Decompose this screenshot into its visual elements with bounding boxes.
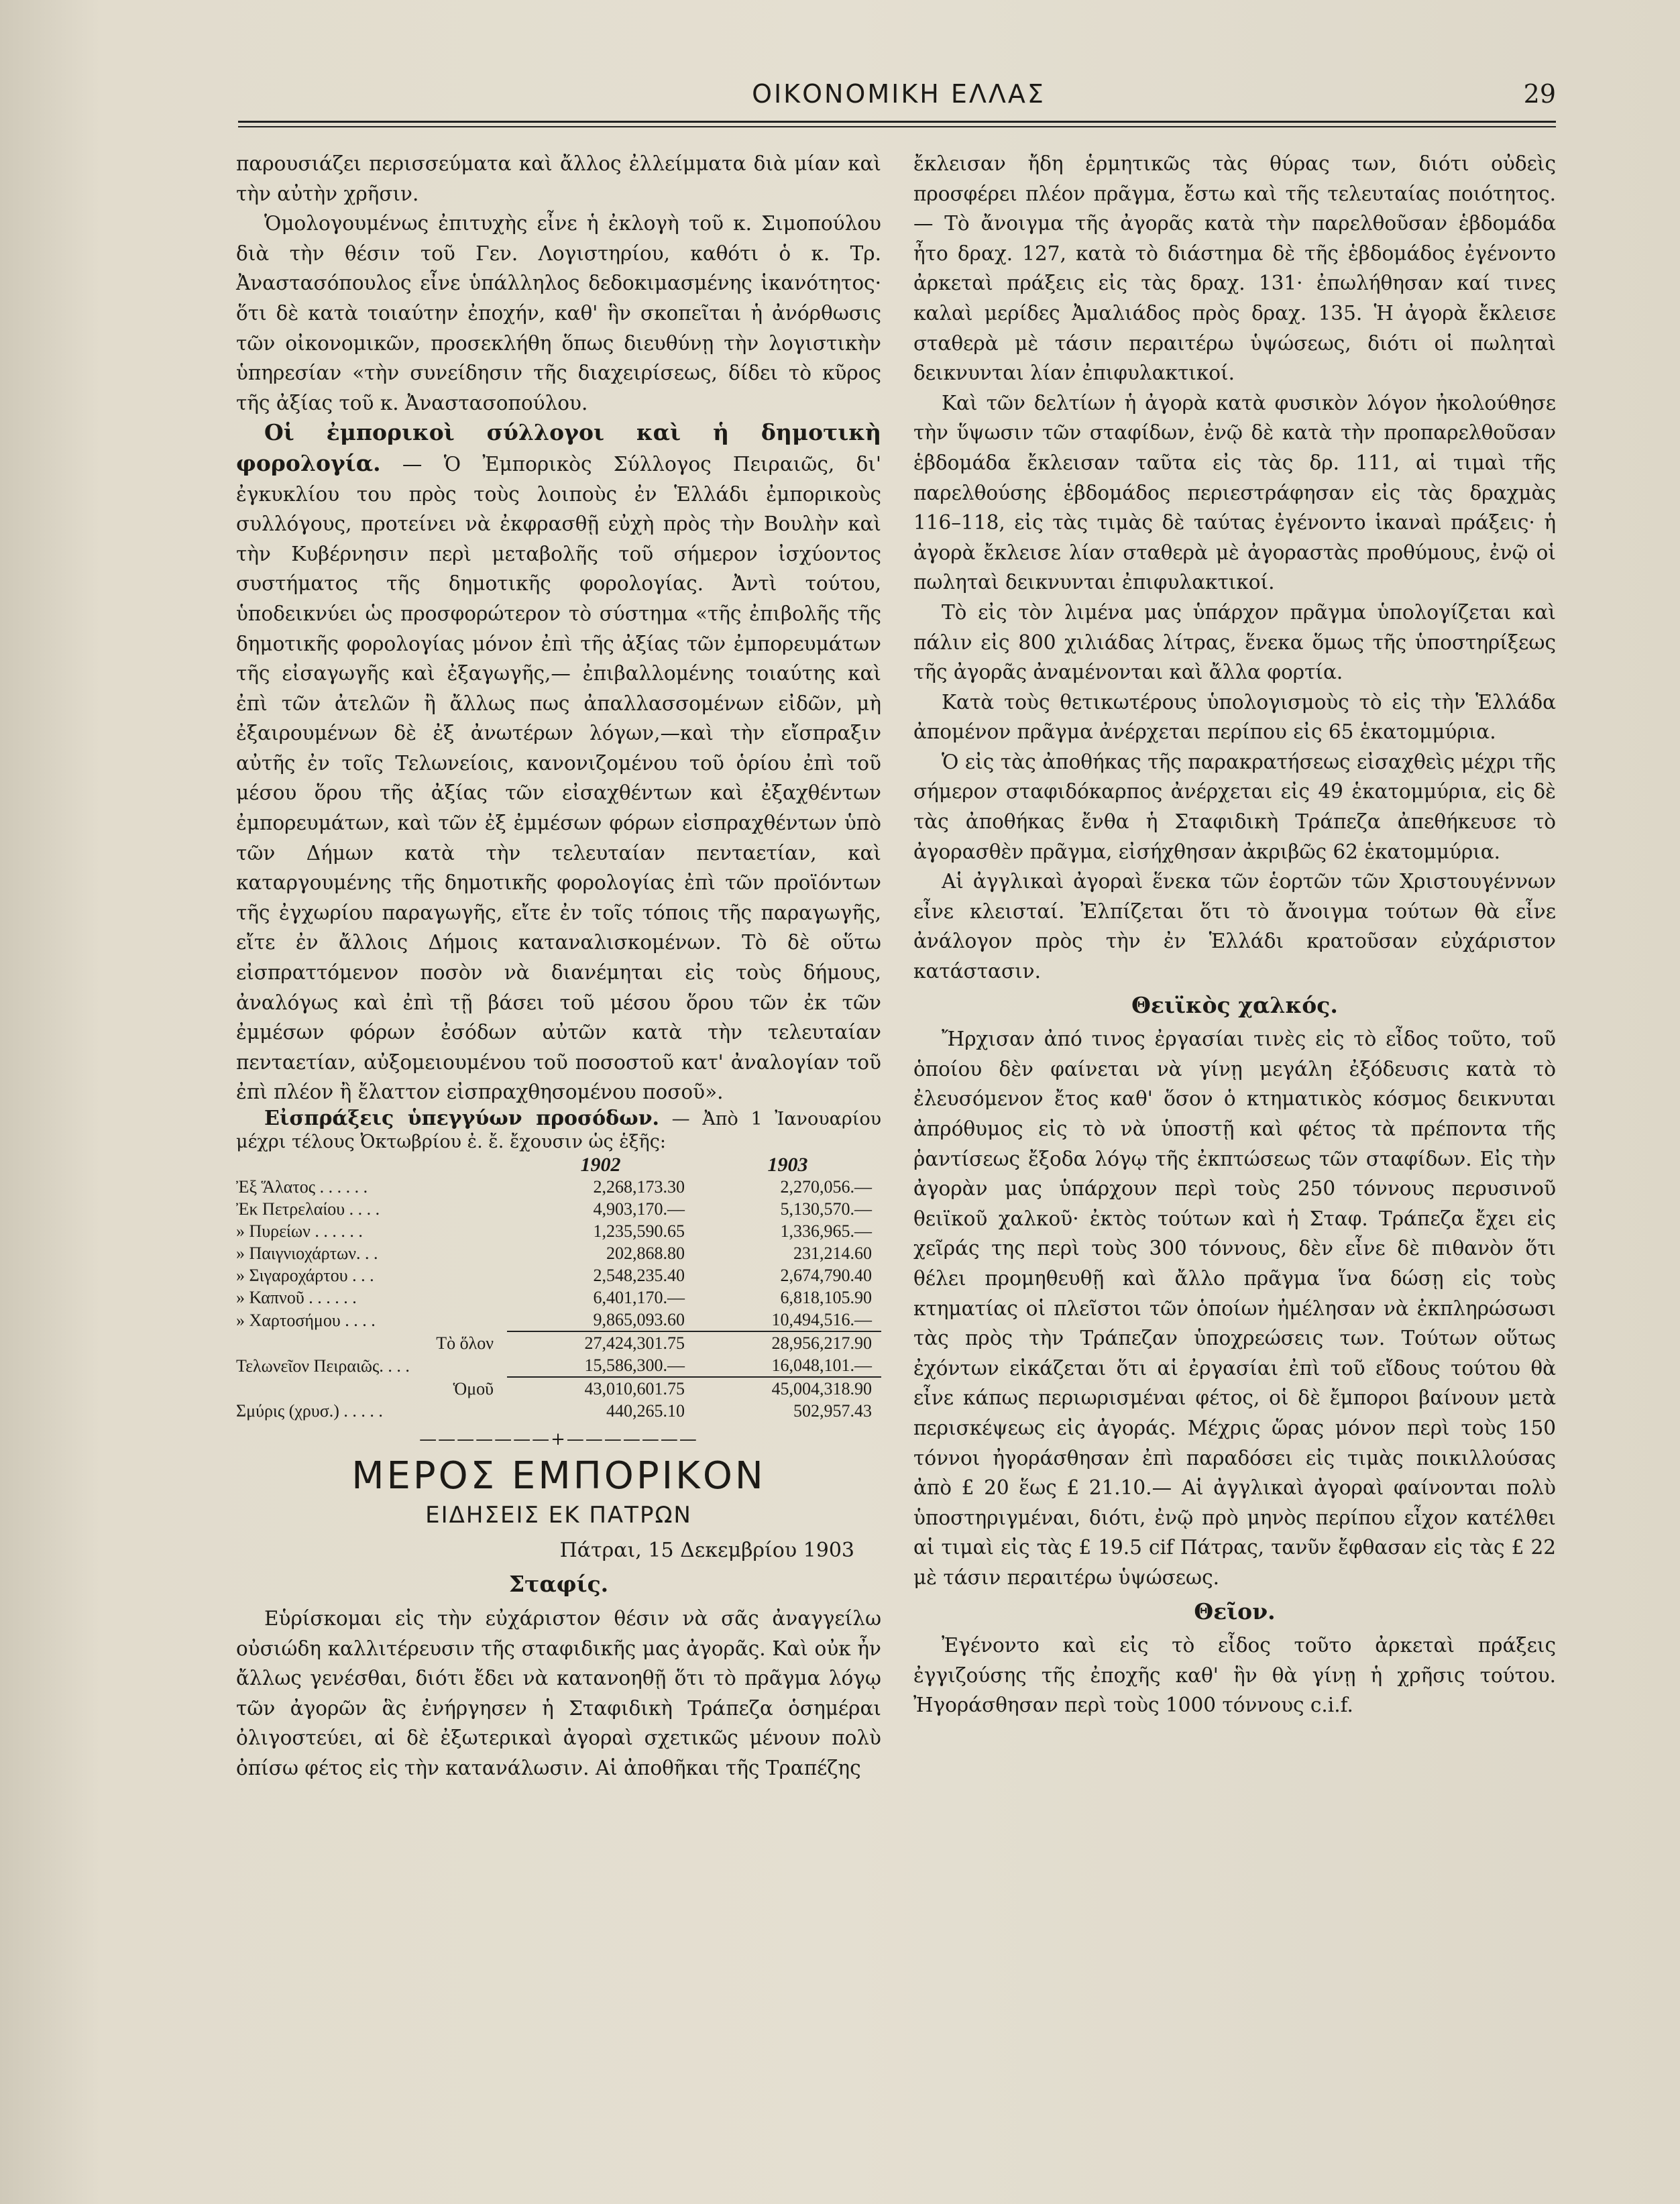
- cell-1903: 5,130,570.—: [780, 1199, 872, 1219]
- table-total-row: [236, 1377, 881, 1400]
- right-column: [913, 149, 1556, 1720]
- table-total-row: [236, 1331, 881, 1354]
- cell-1903: 502,957.43: [793, 1401, 872, 1421]
- paragraph: Ὁ εἰς τὰς ἀποθήκας τῆς παρακρατήσεως εἰσαχθεὶς μέχρι τῆς σήμερον σταφιδόκαρπος ἀνέρχεται εἰς 49 ἑκατομμύρια, εἰς δὲ τὰς ἀποθήκας ἔνθα ἡ Σταφιδικὴ Τράπεζα ἀπεθήκευσε τὸ ἀγορασθὲν πρᾶγμα, εἰσήχθησαν ἀκριβῶς 62 ἑκατομμύρια.: [913, 750, 1556, 863]
- paragraph: Καὶ τῶν δελτίων ἡ ἀγορὰ κατὰ φυσικὸν λόγον ἠκολούθησε τὴν ὕψωσιν τῶν σταφίδων, ἐνῷ δὲ κατὰ τὴν προπαρελθοῦσαν ἑβδομάδα ἔκλεισαν ταῦτα εἰς τὰς δρ. 111, αἱ τιμαὶ τῆς παρελθούσης ἑβδομάδος περιεστράφησαν εἰς τὰς δραχμὰς 116–118, εἰς τὰς τιμὰς δὲ ταύτας ἐγένοντο ἱκαναὶ πράξεις· ἡ ἀγορὰ ἔκλεισε λίαν σταθερὰ μὲ ἀγοραστὰς προθύμους, ἐνῷ οἱ πωληταὶ δεικνυνται ἐπιφυλακτικοί.: [913, 391, 1556, 594]
- header-rule-secondary: [238, 126, 1556, 127]
- table-header-row: [236, 1154, 881, 1176]
- article-heading: Εἰσπράξεις ὑπεγγύων προσόδων.: [264, 1107, 659, 1130]
- paragraph: ἔκλεισαν ἤδη ἑρμητικῶς τὰς θύρας των, διότι οὐδεὶς προσφέρει πλέον πρᾶγμα, ἔστω καὶ τῆς τελευταίας ποιότητος.— Τὸ ἄνοιγμα τῆς ἀγορᾶς κατὰ τὴν παρελθοῦσαν ἑβδομάδα ἦτο δραχ. 127, κατὰ τὸ διάστημα δὲ τῆς ἑβδομάδος ἐγένοντο ἀρκεταὶ πράξεις εἰς τὰς δραχ. 131· ἐπωλήθησαν καί τινες καλαὶ μερίδες Ἀμαλιάδος πρὸς δραχ. 135. Ἡ ἀγορὰ ἔκλεισε σταθερὰ μὲ τάσιν περαιτέρω ὑψώσεως, διότι οἱ πωληταὶ δεικνυνται λίαν ἐπιφυλακτικοί.: [913, 152, 1556, 385]
- cell-1903: 16,048,101.—: [771, 1356, 872, 1375]
- year-header: 1903: [767, 1154, 808, 1176]
- paragraph: Αἱ ἀγγλικαὶ ἀγοραὶ ἕνεκα τῶν ἑορτῶν τῶν Χριστουγέννων εἶνε κλεισταί. Ἐλπίζεται ὅτι τὸ ἄνοιγμα τούτων θὰ εἶνε ἀνάλογον πρὸς τὴν ἐν Ἑλλάδι κρατοῦσαν εὐχάριστον κατάστασιν.: [913, 870, 1556, 983]
- paragraph: Εὑρίσκομαι εἰς τὴν εὐχάριστον θέσιν νὰ σᾶς ἀναγγείλω οὐσιώδη καλλιτέρευσιν τῆς σταφιδικῆς μας ἀγορᾶς. Καὶ οὐκ ἦν ἄλλως γενέσθαι, διότι ἔδει νὰ κατανοηθῇ ὅτι τὸ πρᾶγμα λόγῳ τῶν ἀγορῶν ἃς ἐνήργησεν ἡ Σταφιδικὴ Τράπεζα ὁσημέραι ὀλιγοστεύει, αἱ δὲ ἐξωτερικαὶ ἀγοραὶ σχετικῶς μένουν πολὺ ὀπίσω φέτος εἰς τὴν κατανάλωσιν. Αἱ ἀποθῆκαι τῆς Τραπέζης: [236, 1606, 881, 1779]
- article-heading: Θειϊκὸς χαλκός.: [1131, 991, 1338, 1018]
- paragraph: παρουσιάζει περισσεύματα καὶ ἄλλος ἐλλείμματα διὰ μίαν καὶ τὴν αὐτὴν χρῆσιν.: [236, 152, 881, 205]
- article-receipts-intro: [236, 1107, 881, 1154]
- article-heading: Θεῖον.: [1194, 1598, 1276, 1624]
- paragraph: Τὸ εἰς τὸν λιμένα μας ὑπάρχον πρᾶγμα ὑπολογίζεται καὶ πάλιν εἰς 800 χιλιάδας λίτρας, ἕνεκα ὅμως τῆς ὑποστηρίξεως τῆς ἀγορᾶς ἀναμένονται καὶ ἄλλα φορτία.: [913, 600, 1556, 684]
- cell-1902: 440,265.10: [606, 1401, 685, 1421]
- row-label: Ἐξ Ἅλατος . . . . . .: [236, 1177, 368, 1197]
- table-row: [236, 1220, 881, 1242]
- section-title: ΜΕΡΟΣ ΕΜΠΟΡΙΚΟΝ: [351, 1453, 766, 1498]
- row-label: Ὁμοῦ: [453, 1378, 494, 1398]
- paragraph: — Ἀπὸ 1 Ἰανουαρίου μέχρι τέλους Ὀκτωβρίου ἐ. ἔ. ἔχουσιν ὡς ἑξῆς:: [236, 1109, 882, 1152]
- row-label: Ἐκ Πετρελαίου . . . .: [236, 1199, 380, 1219]
- cell-1902: 43,010,601.75: [507, 1377, 694, 1400]
- running-title: ΟΙΚΟΝΟΜΙΚΗ ΕΛΛΑΣ: [752, 79, 1046, 109]
- paragraph: Ἐγένοντο καὶ εἰς τὸ εἶδος τοῦτο ἀρκεταὶ πράξεις ἐγγιζούσης τῆς ἐποχῆς καθ' ἣν θὰ γίνῃ ἡ χρῆσις τούτου. Ἠγοράσθησαν περὶ τοὺς 1000 τόννους c.i.f.: [913, 1634, 1556, 1717]
- cell-1902: 15,586,300.—: [584, 1356, 685, 1375]
- row-label: » Καπνοῦ . . . . . .: [236, 1288, 357, 1307]
- article-commercial-associations: [236, 418, 881, 1107]
- paragraph: Κατὰ τοὺς θετικωτέρους ὑπολογισμοὺς τὸ εἰς τὴν Ἑλλάδα ἀπομένον πρᾶγμα ἀνέρχεται περίπου εἰς 65 ἑκατομμύρια.: [913, 690, 1556, 744]
- row-label: » Παιγνιοχάρτων. . .: [236, 1244, 378, 1263]
- table-row: [236, 1198, 881, 1220]
- cell-1902: 6,401,170.—: [593, 1288, 685, 1307]
- table-row: [236, 1264, 881, 1286]
- cell-1902: 4,903,170.—: [593, 1199, 685, 1219]
- row-label: Τὸ ὅλον: [436, 1333, 494, 1353]
- paragraph: Ἤρχισαν ἀπό τινος ἐργασίαι τινὲς εἰς τὸ εἶδος τοῦτο, τοῦ ὁποίου δὲν φαίνεται νὰ γίνῃ μεγάλη ἐξόδευσις κατὰ τὸ ἐλευσόμενον ἔτος καθ' ὅσον ὁ κτηματικὸς κόσμος δεικνυται ἀπρόθυμος εἰς τὸ νὰ ὑποστῇ καὶ φέτος τὰ πρέποντα τῆς ῥαντίσεως ἔξοδα λόγῳ τῆς ἐκπτώσεως τῶν σταφίδων. Εἰς τὴν ἀγορὰν μας ὑπάρχουν περὶ τοὺς 250 τόννους περυσινοῦ θειϊκοῦ χαλκοῦ· ἐκτὸς τούτων καὶ ἡ Σταφ. Τράπεζα ἔχει εἰς χεῖράς της περὶ τοὺς 300 τόννους, δὲν εἶνε δὲ πιθανὸν ὅτι θέλει προμηθευθῇ καὶ ἄλλο πρᾶγμα ἵνα δώσῃ εἰς τοὺς κτηματίας οἱ πλεῖστοι τῶν ὁποίων ἠμέλησαν νὰ ἐκπληρώσωσι τὰς πρὸς τὴν Τράπεζαν ὑποχρεώσεις των. Τούτων οὕτως ἐχόντων εἰκάζεται ὅτι αἱ ἐργασίαι ἐπὶ τοῦ εἴδους τούτου θὰ εἶνε κάπως περιωρισμέναι φέτος, οἱ δὲ ἔμποροι βαίνουν μετὰ περισκέψεως εἰς ἀγοράς. Μέχρις ὥρας μόνον περὶ τοὺς 150 τόννοι ἠγοράσθησαν ἐπὶ παραδόσει εἰς τιμὰς ποικιλλούσας ἀπὸ £ 20 ἕως £ 21.10.— Αἱ ἀγγλικαὶ ἀγοραὶ φαίνονται πολὺ ὑποστηριγμέναι, διότι, ἐνῷ πρὸ μηνὸς περίπου εἶχον κατέλθει αἱ τιμαὶ εἰς τὰς £ 19.5 cif Πάτρας, τανῦν ἔφθασαν εἰς τὰς £ 22 μὲ τάσιν περαιτέρω ὑψώσεως.: [913, 1028, 1556, 1589]
- cell-1903: 231,214.60: [793, 1244, 872, 1263]
- row-label: » Χαρτοσήμου . . . .: [236, 1310, 376, 1330]
- receipts-table: [236, 1154, 881, 1422]
- cell-1903: 6,818,105.90: [780, 1288, 872, 1307]
- page-header: [241, 79, 1556, 119]
- table-row: [236, 1400, 881, 1422]
- cell-1902: 1,235,590.65: [593, 1221, 685, 1241]
- page-number: 29: [1523, 79, 1556, 109]
- section-subtitle: ΕΙΔΗΣΕΙΣ ΕΚ ΠΑΤΡΩΝ: [425, 1502, 692, 1529]
- cell-1903: 1,336,965.—: [780, 1221, 872, 1241]
- cell-1902: 27,424,301.75: [507, 1331, 694, 1354]
- table-row: [236, 1354, 881, 1377]
- article-heading: Σταφίς.: [508, 1571, 609, 1598]
- paragraph: — Ὁ Ἐμπορικὸς Σύλλογος Πειραιῶς, δι' ἐγκυκλίου του πρὸς τοὺς λοιποὺς ἐν Ἑλλάδι ἐμπορικοὺς συλλόγους, προτείνει νὰ ἐκφρασθῇ εὐχὴ πρὸς τὴν Βουλὴν καὶ τὴν Κυβέρνησιν περὶ μεταβολῆς τοῦ σήμερον ἰσχύοντος συστήματος τῆς δημοτικῆς φορολογίας. Ἀντὶ τούτου, ὑποδεικνύει ὡς προσφορώτερον τὸ σύστημα «τῆς ἐπιβολῆς τῆς δημοτικῆς φορολογίας μόνον ἐπὶ τῆς ἀξίας τῶν ἐμπορευμάτων τῆς εἰσαγωγῆς καὶ ἐξαγωγῆς,— ἐπιβαλλομένης τοιαύτης καὶ ἐπὶ τῶν ἀτελῶν ἢ ἄλλως πως ἀπαλλασσομένων εἰδῶν, μὴ ἐξαιρουμένων δὲ ἐξ ἀνωτέρων λόγων,—καὶ τὴν εἴσπραξιν αὐτῆς ἐν τοῖς Τελωνείοις, κανονιζομένου τοῦ ὁρίου ἐπὶ τοῦ μέσου ὅρου τῆς ἀξίας τῶν εἰσαχθέντων καὶ ἐξαχθέντων ἐμπορευμάτων, καὶ τῶν ἐξ ἐμμέσων φόρων εἰσπραχθέντων ὑπὸ τῶν Δήμων κατὰ τὴν τελευταίαν πενταετίαν, καὶ καταργουμένης τῆς δημοτικῆς φορολογίας ἐπὶ τῶν προϊόντων τῆς ἐγχωρίου παραγωγῆς, εἴτε ἐν τοῖς τόποις τῆς παραγωγῆς, εἴτε ἐν ἄλλοις Δήμοις καταναλισκομένων. Τὸ δὲ οὕτω εἰσπραττόμενον ποσὸν νὰ διανέμηται εἰς τοὺς δήμους, ἀναλόγως καὶ ἐπὶ τῇ βάσει τοῦ μέσου ὅρου τῶν ἐκ τῶν ἐμμέσων φόρων ἐσόδων αὐτῶν κατὰ τὴν τελευταίαν πενταετίαν, αὐξομειουμένου τοῦ ποσοστοῦ κατ' ἀναλογίαν τοῦ ἐπὶ πλέον ἢ ἔλαττον εἰσπραχθησομένου ποσοῦ».: [236, 452, 881, 1104]
- paragraph: Ὁμολογουμένως ἐπιτυχὴς εἶνε ἡ ἐκλογὴ τοῦ κ. Σιμοπούλου διὰ τὴν θέσιν τοῦ Γεν. Λογιστηρίου, καθότι ὁ κ. Τρ. Ἀναστασόπουλος εἶνε ὑπάλληλος δεδοκιμασμένης ἱκανότητος· ὅτι δὲ κατὰ τοιαύτην ἐποχήν, καθ' ἣν σκοπεῖται ἡ ἀνόρθωσις τῶν οἰκονομικῶν, προσεκλήθη ὅπως διευθύνῃ τὴν λογιστικὴν ὑπηρεσίαν «τὴν συνείδησιν τῆς διαχειρίσεως, δίδει τὸ κῦρος τῆς ἀξίας τοῦ κ. Ἀναστασοπούλου.: [236, 212, 881, 415]
- cell-1902: 202,868.80: [606, 1244, 685, 1263]
- section-separator: ———————+———————: [419, 1429, 698, 1449]
- row-label: » Πυρείων . . . . . .: [236, 1221, 363, 1241]
- cell-1902: 9,865,093.60: [593, 1310, 685, 1329]
- cell-1903: 10,494,516.—: [771, 1310, 872, 1329]
- year-header: 1902: [580, 1154, 621, 1176]
- cell-1902: 2,548,235.40: [593, 1266, 685, 1285]
- dateline: Πάτραι, 15 Δεκεμβρίου 1903: [559, 1538, 854, 1562]
- row-label: Τελωνεῖον Πειραιῶς. . . .: [236, 1356, 410, 1376]
- row-label: » Σιγαροχάρτου . . .: [236, 1266, 374, 1285]
- table-row: [236, 1176, 881, 1198]
- article-heading: Οἱ ἐμπορικοὶ σύλλογοι καὶ ἡ δημοτικὴ φορολογία.: [236, 419, 881, 476]
- cell-1903: 28,956,217.90: [694, 1331, 881, 1354]
- table-row: [236, 1242, 881, 1264]
- cell-1903: 2,674,790.40: [780, 1266, 872, 1285]
- table-row: [236, 1286, 881, 1309]
- row-label: Σμύρις (χρυσ.) . . . . .: [236, 1401, 383, 1421]
- cell-1903: 45,004,318.90: [694, 1377, 881, 1400]
- table-row: [236, 1309, 881, 1331]
- left-column: [236, 149, 881, 1783]
- cell-1903: 2,270,056.—: [780, 1177, 872, 1197]
- cell-1902: 2,268,173.30: [593, 1177, 685, 1197]
- header-rule: [238, 121, 1556, 123]
